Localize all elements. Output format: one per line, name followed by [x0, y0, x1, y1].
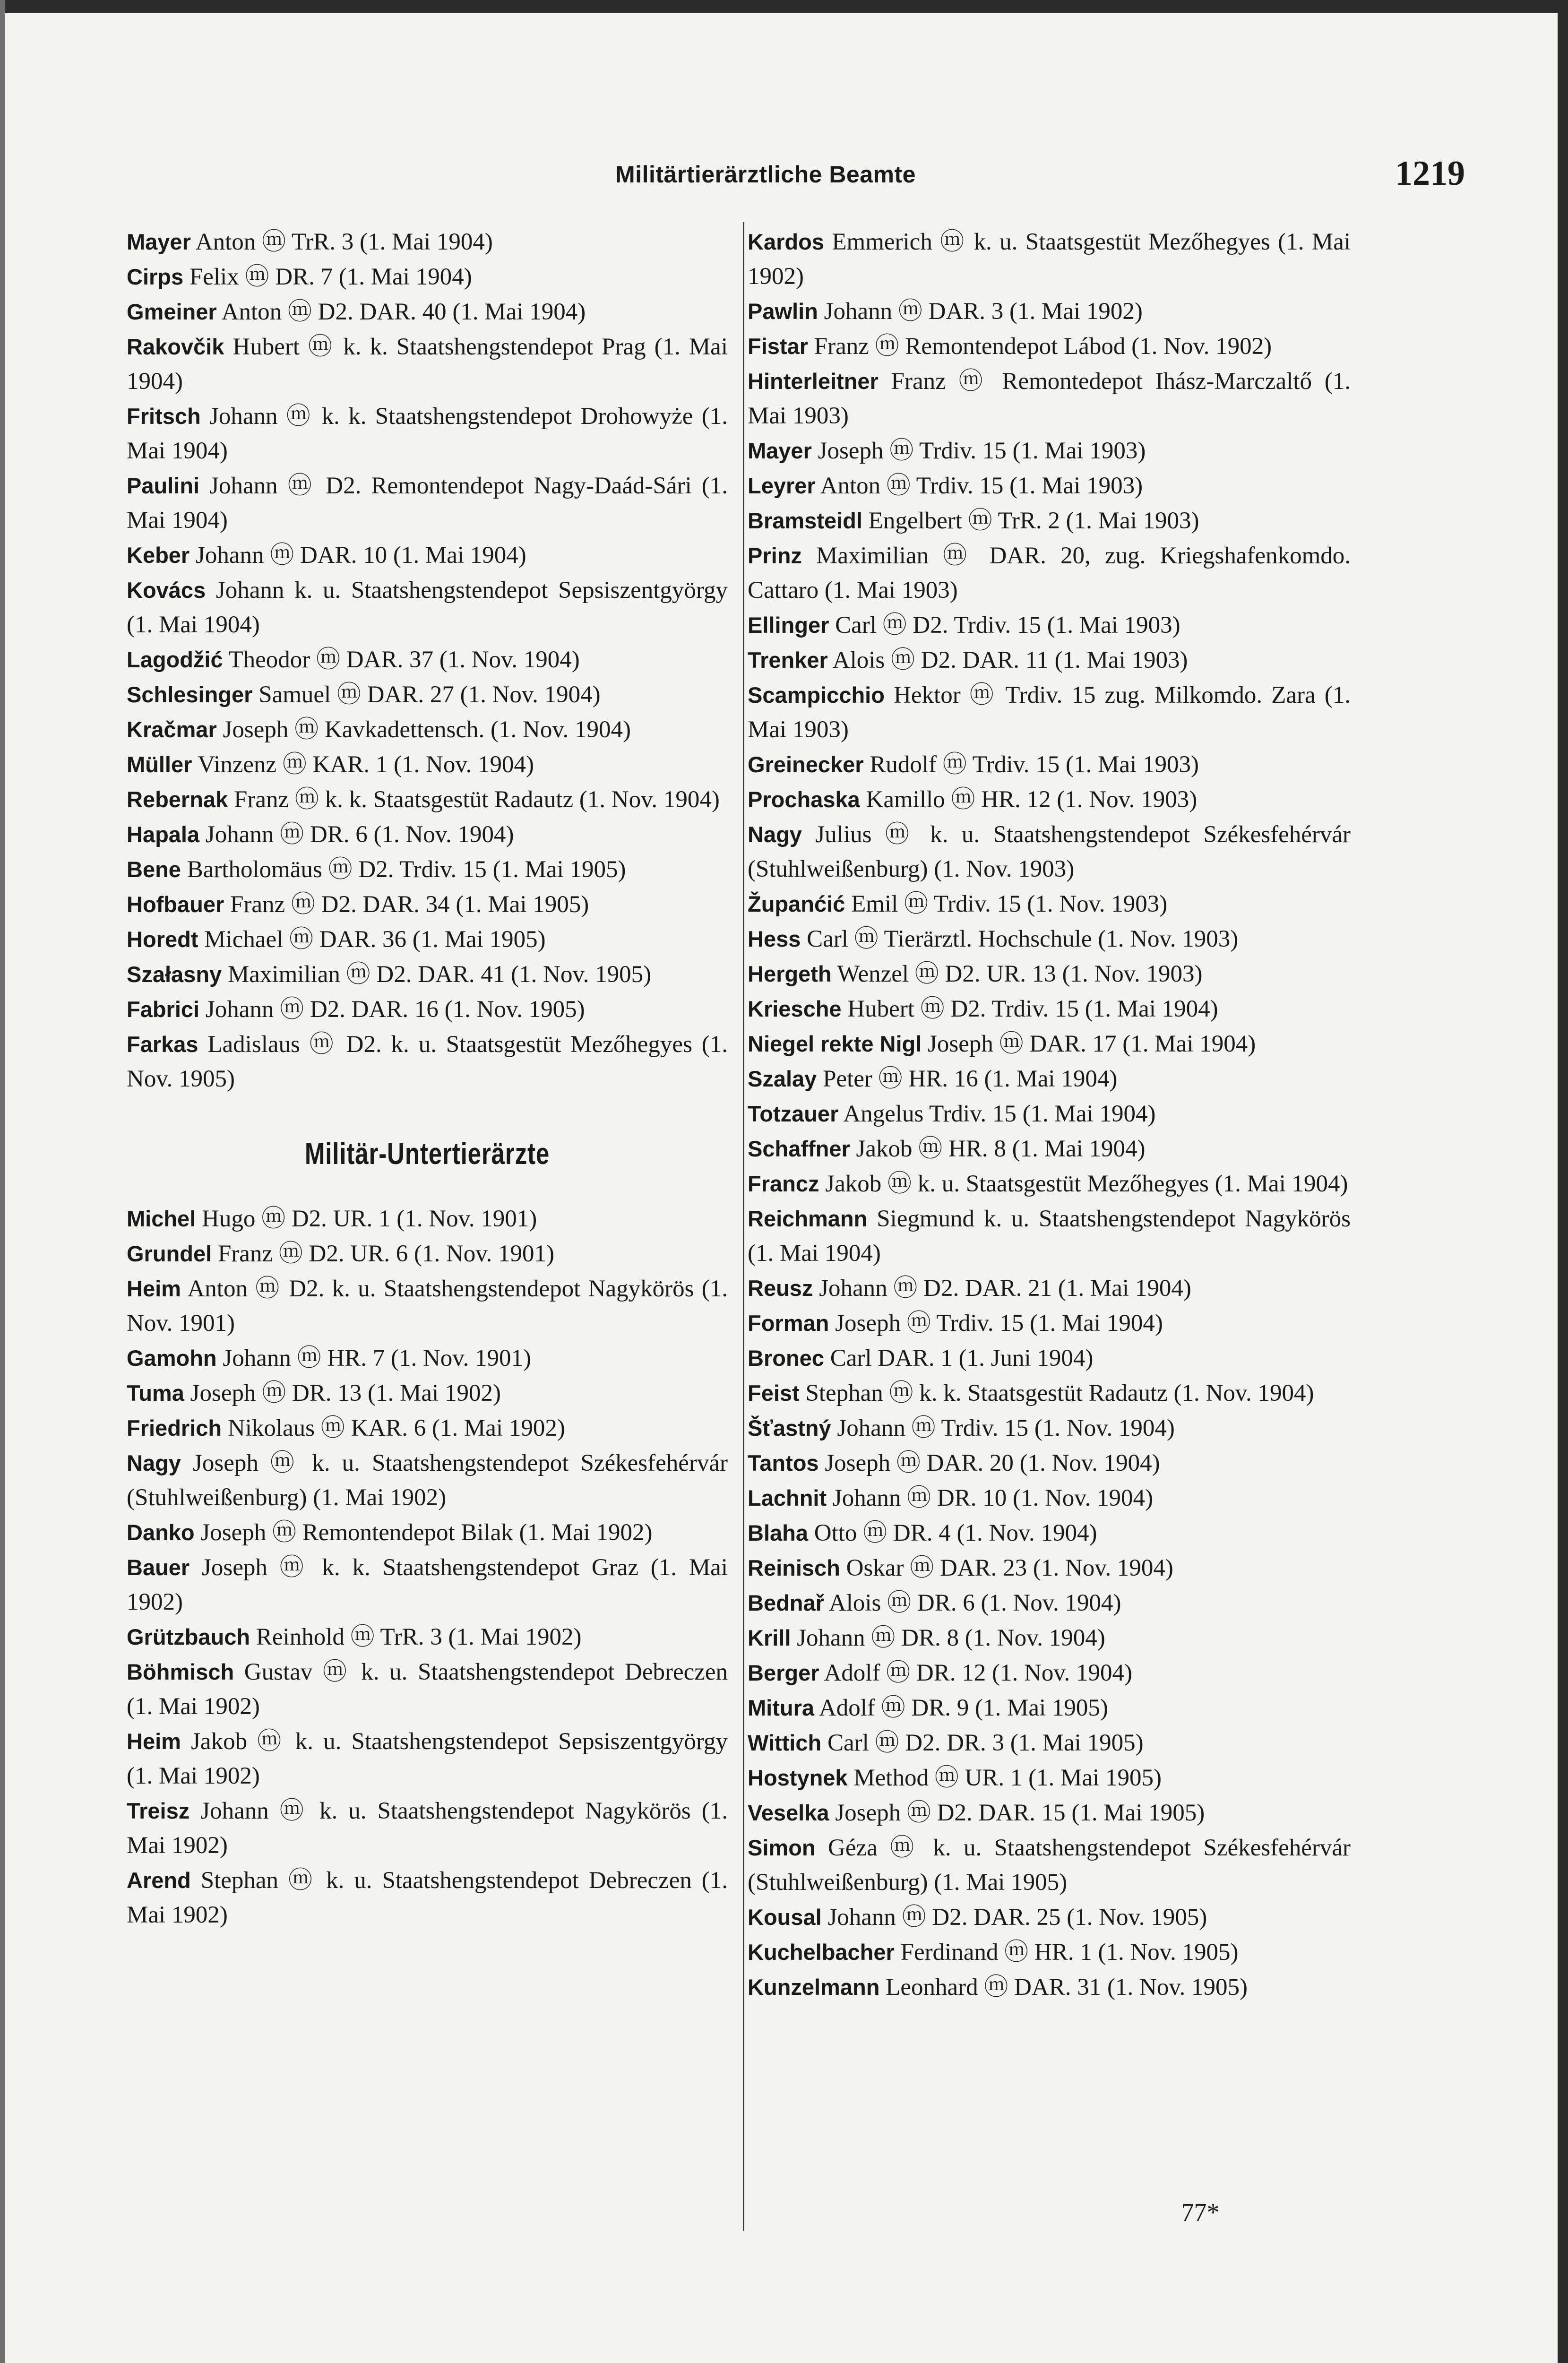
entry-surname: Mitura	[748, 1695, 814, 1720]
entry-surname: Lachnit	[748, 1485, 827, 1510]
entry-details: Carl ⓜ Tierärztl. Hochschule (1. Nov. 1903)	[801, 926, 1239, 952]
entry-details: Johann ⓜ DR. 6 (1. Nov. 1904)	[199, 821, 514, 848]
entry-surname: Fistar	[748, 334, 808, 359]
directory-entry	[127, 1655, 728, 1724]
entry-details: Johann ⓜ k. u. Staatshengstendepot Nagykörös (1. Mai 1902)	[127, 1798, 728, 1859]
directory-entry	[748, 1096, 1351, 1131]
entry-details: Joseph ⓜ DR. 13 (1. Mai 1902)	[184, 1380, 501, 1406]
directory-entry	[127, 468, 728, 538]
directory-entry	[748, 1516, 1351, 1551]
entry-details: Otto ⓜ DR. 4 (1. Nov. 1904)	[808, 1520, 1097, 1546]
entry-surname: Bronec	[748, 1345, 824, 1371]
directory-entry	[127, 399, 728, 468]
entry-details: Franz ⓜ D2. DAR. 34 (1. Mai 1905)	[224, 891, 589, 918]
entry-details: Hektor ⓜ Trdiv. 15 zug. Milkomdo. Zara (1. Mai 1903)	[748, 682, 1351, 743]
directory-entry	[127, 573, 728, 642]
directory-entry	[127, 747, 728, 782]
entry-details: Hugo ⓜ D2. UR. 1 (1. Nov. 1901)	[196, 1206, 537, 1232]
directory-entry	[127, 329, 728, 399]
entry-details: Joseph ⓜ DAR. 20 (1. Nov. 1904)	[818, 1450, 1160, 1476]
entry-details: Angelus Trdiv. 15 (1. Mai 1904)	[838, 1101, 1156, 1127]
entry-surname: Reichmann	[748, 1206, 868, 1231]
entry-surname: Reusz	[748, 1276, 813, 1301]
directory-entry	[127, 677, 728, 712]
entry-details: Johann ⓜ D2. DAR. 16 (1. Nov. 1905)	[199, 996, 585, 1023]
directory-entry	[748, 468, 1351, 503]
entry-details: Rudolf ⓜ Trdiv. 15 (1. Mai 1903)	[863, 751, 1199, 778]
entry-details: Anton ⓜ Trdiv. 15 (1. Mai 1903)	[815, 473, 1143, 499]
directory-entry	[748, 538, 1351, 608]
directory-entry	[127, 817, 728, 852]
entry-details: Anton ⓜ D2. k. u. Staatshengstendepot Nagykörös (1. Nov. 1901)	[127, 1276, 728, 1337]
directory-entry	[748, 1935, 1351, 1970]
entry-details: Bartholomäus ⓜ D2. Trdiv. 15 (1. Mai 1905)	[181, 856, 626, 883]
entry-surname: Forman	[748, 1311, 829, 1336]
directory-entry	[748, 1061, 1351, 1096]
entry-surname: Hofbauer	[127, 892, 224, 917]
directory-entry	[748, 1900, 1351, 1935]
directory-entry	[748, 1690, 1351, 1725]
directory-entry	[127, 922, 728, 957]
directory-entry	[748, 678, 1351, 747]
entry-surname: Mayer	[127, 229, 191, 254]
printer-signature: 77*	[1181, 2198, 1220, 2226]
entry-details: Géza ⓜ k. u. Staatshengstendepot Székesfehérvár (Stuhlweißenburg) (1. Mai 1905)	[748, 1835, 1351, 1896]
directory-entry	[127, 224, 728, 259]
directory-entry	[748, 1271, 1351, 1306]
entry-details: Jakob ⓜ k. u. Staatshengstendepot Sepsiszentgyörgy (1. Mai 1902)	[127, 1728, 728, 1789]
entry-details: Anton ⓜ D2. DAR. 40 (1. Mai 1904)	[216, 299, 586, 325]
running-title: Militärtierärztliche Beamte	[615, 161, 916, 188]
entry-details: Hubert ⓜ D2. Trdiv. 15 (1. Mai 1904)	[841, 996, 1218, 1022]
entry-surname: Prochaska	[748, 787, 860, 812]
entry-details: Johann ⓜ k. k. Staatshengstendepot Drohowyże (1. Mai 1904)	[127, 403, 728, 464]
entry-details: Felix ⓜ DR. 7 (1. Mai 1904)	[183, 264, 472, 290]
directory-entry	[127, 957, 728, 992]
entry-surname: Szałasny	[127, 962, 222, 987]
entry-details: Jakob ⓜ k. u. Staatsgestüt Mezőhegyes (1. Mai 1904)	[819, 1171, 1348, 1197]
entry-details: Franz ⓜ k. k. Staatsgestüt Radautz (1. Nov. 1904)	[228, 786, 720, 813]
entry-surname: Županćić	[748, 891, 845, 916]
entry-surname: Bene	[127, 857, 181, 882]
entry-details: Joseph ⓜ Trdiv. 15 (1. Mai 1903)	[811, 438, 1146, 464]
directory-entry	[748, 1131, 1351, 1166]
entry-surname: Schaffner	[748, 1136, 850, 1161]
directory-entry	[127, 259, 728, 294]
directory-entry	[127, 1794, 728, 1863]
entry-details: Vinzenz ⓜ KAR. 1 (1. Nov. 1904)	[192, 751, 534, 778]
entry-details: Joseph ⓜ Remontendepot Bilak (1. Mai 1902)	[194, 1519, 653, 1546]
entry-surname: Heim	[127, 1276, 181, 1301]
directory-entry	[127, 1376, 728, 1411]
entry-surname: Lagodžić	[127, 647, 223, 672]
entry-details: Theodor ⓜ DAR. 37 (1. Nov. 1904)	[223, 647, 580, 673]
entry-surname: Tuma	[127, 1380, 184, 1406]
directory-entry	[127, 992, 728, 1027]
entry-surname: Friedrich	[127, 1415, 222, 1440]
entry-details: Michael ⓜ DAR. 36 (1. Mai 1905)	[198, 926, 546, 953]
entry-details: Ladislaus ⓜ D2. k. u. Staatsgestüt Mezőhegyes (1. Nov. 1905)	[127, 1031, 728, 1092]
directory-entry	[127, 1446, 728, 1515]
entry-surname: Grundel	[127, 1241, 212, 1266]
directory-entry	[127, 1271, 728, 1341]
entry-details: Johann ⓜ Trdiv. 15 (1. Nov. 1904)	[831, 1415, 1175, 1441]
entry-details: Reinhold ⓜ TrR. 3 (1. Mai 1902)	[250, 1624, 582, 1650]
directory-entry	[748, 747, 1351, 782]
directory-entry	[748, 1306, 1351, 1341]
entry-surname: Wittich	[748, 1730, 822, 1755]
entry-surname: Hergeth	[748, 961, 832, 986]
directory-entry	[748, 608, 1351, 643]
entry-details: Gustav ⓜ k. u. Staatshengstendepot Debreczen (1. Mai 1902)	[127, 1659, 728, 1720]
directory-entry	[127, 1201, 728, 1236]
entry-details: Emil ⓜ Trdiv. 15 (1. Nov. 1903)	[845, 891, 1168, 917]
entry-details: Johann ⓜ HR. 7 (1. Nov. 1901)	[216, 1345, 531, 1371]
entry-surname: Šťastný	[748, 1415, 831, 1440]
entry-surname: Leyrer	[748, 473, 816, 498]
directory-entry	[748, 1656, 1351, 1690]
directory-entry	[748, 1725, 1351, 1760]
entry-surname: Böhmisch	[127, 1659, 234, 1684]
directory-entry	[748, 1830, 1351, 1900]
column-divider	[743, 222, 744, 2231]
entry-details: Joseph ⓜ D2. DAR. 15 (1. Mai 1905)	[829, 1800, 1205, 1826]
entry-details: Joseph ⓜ DAR. 17 (1. Mai 1904)	[922, 1031, 1256, 1057]
directory-entry	[748, 922, 1351, 957]
scan-border-right	[1558, 0, 1568, 2363]
directory-entry	[748, 643, 1351, 678]
entry-surname: Farkas	[127, 1032, 198, 1057]
directory-entry	[127, 642, 728, 677]
directory-entry	[127, 1236, 728, 1271]
entry-surname: Arend	[127, 1868, 191, 1893]
entry-surname: Kardos	[748, 229, 824, 254]
entry-surname: Keber	[127, 543, 190, 568]
directory-entry	[748, 1795, 1351, 1830]
directory-entry	[748, 887, 1351, 922]
scan-border-top	[0, 0, 1568, 13]
entry-surname: Bednař	[748, 1590, 824, 1615]
entry-surname: Hostynek	[748, 1765, 848, 1790]
entry-surname: Hess	[748, 926, 801, 951]
entry-details: Franz ⓜ D2. UR. 6 (1. Nov. 1901)	[212, 1241, 554, 1267]
directory-entry	[127, 1724, 728, 1794]
entry-details: Siegmund k. u. Staatshengstendepot Nagykörös (1. Mai 1904)	[748, 1206, 1351, 1267]
directory-entry	[127, 887, 728, 922]
entry-surname: Danko	[127, 1520, 195, 1545]
directory-entry	[748, 1341, 1351, 1376]
entry-details: Samuel ⓜ DAR. 27 (1. Nov. 1904)	[252, 681, 601, 708]
entry-surname: Michel	[127, 1206, 196, 1231]
entry-surname: Heim	[127, 1729, 181, 1754]
directory-entry	[127, 1027, 728, 1096]
entry-details: Alois ⓜ DR. 6 (1. Nov. 1904)	[824, 1590, 1121, 1616]
entry-details: Hubert ⓜ k. k. Staatshengstendepot Prag (1. Mai 1904)	[127, 334, 728, 395]
directory-entry	[748, 1621, 1351, 1656]
entry-details: Carl ⓜ D2. DR. 3 (1. Mai 1905)	[821, 1730, 1144, 1756]
directory-entry	[748, 817, 1351, 887]
directory-entry	[748, 1446, 1351, 1481]
entry-surname: Krill	[748, 1625, 791, 1650]
entry-details: Joseph ⓜ k. k. Staatshengstendepot Graz (1. Mai 1902)	[127, 1554, 728, 1615]
entry-details: Method ⓜ UR. 1 (1. Mai 1905)	[847, 1765, 1162, 1791]
entry-details: Joseph ⓜ k. u. Staatshengstendepot Székesfehérvár (Stuhlweißenburg) (1. Mai 1902)	[127, 1450, 728, 1511]
entry-details: Jakob ⓜ HR. 8 (1. Mai 1904)	[850, 1136, 1146, 1162]
entry-details: Johann ⓜ DR. 10 (1. Nov. 1904)	[827, 1485, 1153, 1511]
entry-surname: Veselka	[748, 1800, 829, 1825]
entry-surname: Reinisch	[748, 1555, 840, 1580]
entry-surname: Tantos	[748, 1450, 819, 1475]
entry-surname: Nagy	[127, 1450, 181, 1475]
entry-details: Maximilian ⓜ D2. DAR. 41 (1. Nov. 1905)	[222, 961, 652, 988]
directory-entry	[748, 782, 1351, 817]
entry-surname: Kovács	[127, 578, 206, 603]
scan-border-left	[0, 0, 5, 2363]
entry-details: Johann ⓜ DAR. 3 (1. Mai 1902)	[818, 298, 1143, 325]
entry-details: Adolf ⓜ DR. 9 (1. Mai 1905)	[814, 1695, 1108, 1721]
directory-entry	[748, 957, 1351, 992]
entry-details: Emmerich ⓜ k. u. Staatsgestüt Mezőhegyes (1. Mai 1902)	[748, 229, 1351, 290]
directory-entry	[127, 538, 728, 573]
entry-surname: Simon	[748, 1835, 816, 1860]
directory-entry	[127, 1863, 728, 1932]
entry-surname: Scampicchio	[748, 682, 885, 707]
directory-entry	[127, 1341, 728, 1376]
entry-surname: Hinterleitner	[748, 369, 879, 394]
entry-details: Franz ⓜ Remontendepot Lábod (1. Nov. 1902)	[808, 333, 1272, 360]
entry-surname: Paulini	[127, 473, 200, 498]
directory-entry	[748, 294, 1351, 329]
directory-entry	[748, 1481, 1351, 1516]
entry-details: Nikolaus ⓜ KAR. 6 (1. Mai 1902)	[222, 1415, 565, 1441]
page-number: 1219	[1395, 154, 1465, 193]
directory-entry	[748, 1411, 1351, 1446]
entry-surname: Rebernak	[127, 787, 228, 812]
entry-details: Wenzel ⓜ D2. UR. 13 (1. Nov. 1903)	[831, 961, 1203, 987]
entry-surname: Nagy	[748, 822, 802, 847]
directory-entry	[127, 294, 728, 329]
directory-entry	[748, 1026, 1351, 1061]
directory-entry	[748, 1551, 1351, 1586]
entry-details: Ferdinand ⓜ HR. 1 (1. Nov. 1905)	[894, 1939, 1239, 1966]
entry-surname: Schlesinger	[127, 682, 253, 707]
entry-details: Leonhard ⓜ DAR. 31 (1. Nov. 1905)	[879, 1974, 1248, 2001]
entry-surname: Müller	[127, 752, 192, 777]
entry-details: Kamillo ⓜ HR. 12 (1. Nov. 1903)	[860, 786, 1198, 813]
entry-surname: Feist	[748, 1380, 800, 1406]
entry-surname: Kračmar	[127, 717, 217, 742]
entry-surname: Hapala	[127, 822, 200, 847]
entry-details: Franz ⓜ Remontedepot Ihász-Marczaltő (1. Mai 1903)	[748, 368, 1351, 429]
directory-entry	[748, 1760, 1351, 1795]
entry-surname: Gamohn	[127, 1345, 217, 1371]
entry-details: Oskar ⓜ DAR. 23 (1. Nov. 1904)	[840, 1555, 1173, 1581]
directory-entry	[127, 1620, 728, 1655]
entry-surname: Trenker	[748, 647, 828, 673]
entry-details: Joseph ⓜ Kavkadettensch. (1. Nov. 1904)	[216, 716, 631, 743]
entry-surname: Grützbauch	[127, 1624, 250, 1649]
entry-surname: Cirps	[127, 264, 184, 289]
directory-entry	[127, 852, 728, 887]
entry-surname: Kriesche	[748, 996, 842, 1021]
entry-surname: Niegel rekte Nigl	[748, 1031, 922, 1056]
entry-surname: Bramsteidl	[748, 508, 862, 533]
entry-surname: Bauer	[127, 1555, 190, 1580]
entry-details: Adolf ⓜ DR. 12 (1. Nov. 1904)	[819, 1660, 1133, 1686]
entry-list-right	[748, 224, 1351, 2005]
entry-surname: Fabrici	[127, 997, 200, 1022]
entry-surname: Szalay	[748, 1066, 817, 1091]
entry-details: Johann ⓜ D2. Remontendepot Nagy-Daád-Sári (1. Mai 1904)	[127, 473, 728, 534]
directory-entry	[748, 433, 1351, 468]
entry-surname: Treisz	[127, 1798, 190, 1823]
directory-entry	[127, 1411, 728, 1446]
entry-surname: Fritsch	[127, 404, 201, 429]
directory-entry	[127, 1550, 728, 1620]
directory-entry	[748, 503, 1351, 538]
entry-details: Johann ⓜ D2. DAR. 25 (1. Nov. 1905)	[821, 1904, 1207, 1931]
entry-surname: Prinz	[748, 543, 802, 568]
entry-list-officials	[127, 224, 728, 1096]
entry-surname: Francz	[748, 1171, 819, 1196]
entry-details: Engelbert ⓜ TrR. 2 (1. Mai 1903)	[862, 508, 1199, 534]
entry-surname: Berger	[748, 1660, 819, 1685]
entry-details: Johann k. u. Staatshengstendepot Sepsiszentgyörgy (1. Mai 1904)	[127, 577, 728, 638]
section-heading: Militär-Untertierärzte	[304, 1137, 550, 1171]
directory-entry	[748, 329, 1351, 364]
entry-details: Stephan ⓜ k. k. Staatsgestüt Radautz (1. Nov. 1904)	[799, 1380, 1314, 1406]
entry-details: Carl DAR. 1 (1. Juni 1904)	[824, 1345, 1094, 1371]
entry-details: Carl ⓜ D2. Trdiv. 15 (1. Mai 1903)	[829, 612, 1180, 638]
directory-entry	[748, 992, 1351, 1026]
entry-surname: Totzauer	[748, 1101, 839, 1126]
entry-surname: Gmeiner	[127, 299, 217, 324]
entry-details: Maximilian ⓜ DAR. 20, zug. Kriegshafenkomdo. Cattaro (1. Mai 1903)	[748, 543, 1351, 604]
directory-entry	[748, 224, 1351, 294]
directory-entry	[748, 1201, 1351, 1271]
entry-surname: Rakovčik	[127, 334, 224, 359]
entry-surname: Kuchelbacher	[748, 1940, 895, 1965]
directory-entry	[748, 1376, 1351, 1411]
directory-entry	[748, 1166, 1351, 1201]
entry-details: Johann ⓜ DR. 8 (1. Nov. 1904)	[791, 1625, 1105, 1651]
entry-details: Stephan ⓜ k. u. Staatshengstendepot Debreczen (1. Mai 1902)	[127, 1867, 728, 1928]
directory-entry	[127, 1515, 728, 1550]
entry-list-untertierarzte	[127, 1201, 728, 1932]
entry-details: Anton ⓜ TrR. 3 (1. Mai 1904)	[190, 229, 493, 255]
entry-surname: Kunzelmann	[748, 1975, 880, 2000]
directory-entry	[127, 782, 728, 817]
entry-surname: Ellinger	[748, 612, 829, 638]
entry-details: Joseph ⓜ Trdiv. 15 (1. Mai 1904)	[829, 1310, 1163, 1337]
entry-surname: Horedt	[127, 927, 198, 952]
entry-details: Julius ⓜ k. u. Staatshengstendepot Székesfehérvár (Stuhlweißenburg) (1. Nov. 1903)	[748, 821, 1351, 882]
entry-details: Johann ⓜ DAR. 10 (1. Mai 1904)	[190, 542, 526, 569]
entry-surname: Greinecker	[748, 752, 864, 777]
entry-surname: Pawlin	[748, 299, 818, 324]
entry-surname: Mayer	[748, 438, 812, 463]
right-column	[748, 224, 1351, 2005]
entry-details: Johann ⓜ D2. DAR. 21 (1. Mai 1904)	[813, 1275, 1191, 1302]
directory-entry	[748, 364, 1351, 433]
entry-details: Alois ⓜ D2. DAR. 11 (1. Mai 1903)	[827, 647, 1188, 673]
directory-entry	[127, 712, 728, 747]
entry-surname: Blaha	[748, 1520, 808, 1545]
directory-entry	[748, 1586, 1351, 1621]
entry-surname: Kousal	[748, 1905, 822, 1930]
entry-details: Peter ⓜ HR. 16 (1. Mai 1904)	[817, 1066, 1118, 1092]
left-column	[127, 224, 728, 1932]
directory-entry	[748, 1970, 1351, 2005]
